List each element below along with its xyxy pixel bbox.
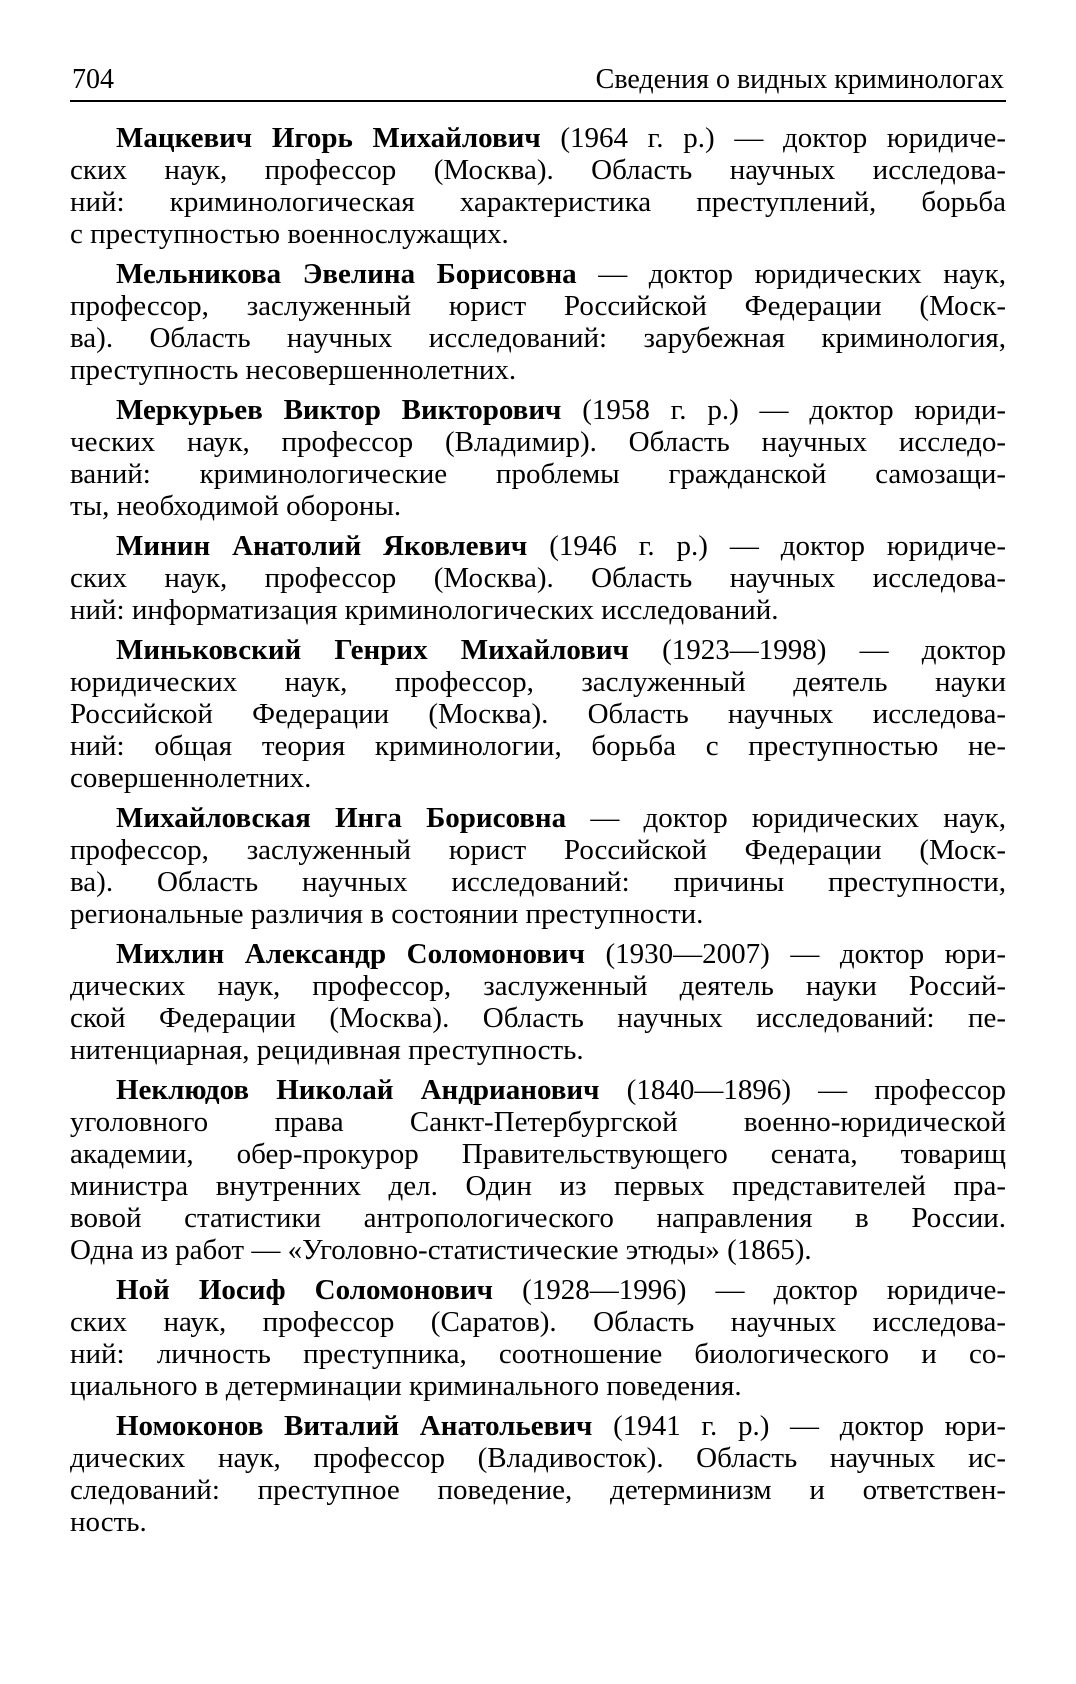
entry-first-line <box>70 258 1006 290</box>
person-name: Мельникова Эвелина Борисовна <box>116 258 577 290</box>
person-name: Михлин Александр Соломонович <box>116 938 585 970</box>
entry-text-line: вовой статистики антропологического направления в России. <box>70 1202 1006 1234</box>
entry-first-line-text: (1928—1996) — доктор юридиче- <box>493 1274 1006 1306</box>
entry-first-line <box>70 938 1006 970</box>
person-name: Мацкевич Игорь Михайлович <box>116 122 541 154</box>
entry-text-line: Одна из работ — «Уголовно-статистические этюды» (1865). <box>70 1234 812 1266</box>
entry-text-line: дических наук, профессор, заслуженный деятель науки Россий- <box>70 970 1006 1002</box>
entry-text-line: ты, необходимой обороны. <box>70 490 402 522</box>
entry-first-line <box>70 530 1006 562</box>
entry-text-line: дических наук, профессор (Владивосток). Область научных ис- <box>70 1442 1006 1474</box>
biography-entry <box>70 258 1006 386</box>
criminologist-entries <box>70 122 1006 1538</box>
biography-entry <box>70 122 1006 250</box>
biography-entry <box>70 938 1006 1066</box>
entry-text-line: ний: личность преступника, соотношение биологического и со- <box>70 1338 1006 1370</box>
entry-text-line: нитенциарная, рецидивная преступность. <box>70 1034 584 1066</box>
entry-text-line: ность. <box>70 1506 147 1538</box>
person-name: Номоконов Виталий Анатольевич <box>116 1410 593 1442</box>
entry-text-line: ний: информатизация криминологических исследований. <box>70 594 779 626</box>
biography-entry <box>70 1410 1006 1538</box>
entry-text-line: академии, обер-прокурор Правительствующего сената, товарищ <box>70 1138 1006 1170</box>
person-name: Меркурьев Виктор Викторович <box>116 394 562 426</box>
entry-text-line: Российской Федерации (Москва). Область научных исследова- <box>70 698 1006 730</box>
entry-first-line-text: (1941 г. р.) — доктор юри- <box>592 1410 1006 1442</box>
entry-text-line: ва). Область научных исследований: зарубежная криминология, <box>70 322 1006 354</box>
entry-text-line: ческих наук, профессор (Владимир). Область научных исследо- <box>70 426 1006 458</box>
entry-text-line: региональные различия в состоянии преступности. <box>70 898 704 930</box>
person-name: Неклюдов Николай Андрианович <box>116 1074 600 1106</box>
entry-text-line: ва). Область научных исследований: причины преступности, <box>70 866 1006 898</box>
entry-first-line-text: (1958 г. р.) — доктор юриди- <box>561 394 1006 426</box>
entry-text-line: ских наук, профессор (Москва). Область научных исследова- <box>70 562 1006 594</box>
entry-text-line: уголовного права Санкт-Петербургской военно-юридической <box>70 1106 1006 1138</box>
page-header <box>70 58 1006 102</box>
entry-first-line <box>70 122 1006 154</box>
entry-text-line: совершеннолетних. <box>70 762 312 794</box>
entry-text-line: профессор, заслуженный юрист Российской Федерации (Моск- <box>70 290 1006 322</box>
entry-first-line-text: (1964 г. р.) — доктор юридиче- <box>540 122 1006 154</box>
entry-first-line <box>70 802 1006 834</box>
page-number: 704 <box>72 64 114 95</box>
entry-first-line <box>70 1274 1006 1306</box>
entry-first-line-text: (1923—1998) — доктор <box>628 634 1006 666</box>
entry-text-line: преступность несовершеннолетних. <box>70 354 517 386</box>
entry-text-line: ских наук, профессор (Саратов). Область научных исследова- <box>70 1306 1006 1338</box>
entry-text-line: следований: преступное поведение, детерминизм и ответствен- <box>70 1474 1006 1506</box>
biography-entry <box>70 530 1006 626</box>
entry-first-line <box>70 634 1006 666</box>
biography-entry <box>70 1074 1006 1266</box>
entry-text-line: ской Федерации (Москва). Область научных исследований: пе- <box>70 1002 1006 1034</box>
entry-text-line: с преступностью военнослужащих. <box>70 218 509 250</box>
entry-text-line: министра внутренних дел. Один из первых представителей пра- <box>70 1170 1006 1202</box>
person-name: Минин Анатолий Яковлевич <box>116 530 528 562</box>
entry-first-line-text: — доктор юридических наук, <box>566 802 1006 834</box>
entry-first-line <box>70 1410 1006 1442</box>
entry-text-line: ских наук, профессор (Москва). Область научных исследова- <box>70 154 1006 186</box>
person-name: Миньковский Генрих Михайлович <box>116 634 629 666</box>
entry-first-line <box>70 394 1006 426</box>
person-name: Михайловская Инга Борисовна <box>116 802 567 834</box>
entry-text-line: циального в детерминации криминального поведения. <box>70 1370 742 1402</box>
entry-first-line-text: (1946 г. р.) — доктор юридиче- <box>527 530 1006 562</box>
entry-first-line-text: (1930—2007) — доктор юри- <box>584 938 1006 970</box>
person-name: Ной Иосиф Соломонович <box>116 1274 494 1306</box>
biography-entry <box>70 802 1006 930</box>
entry-text-line: ний: общая теория криминологии, борьба с преступностью не- <box>70 730 1006 762</box>
entry-text-line: профессор, заслуженный юрист Российской Федерации (Моск- <box>70 834 1006 866</box>
entry-first-line <box>70 1074 1006 1106</box>
biography-entry <box>70 394 1006 522</box>
entry-text-line: ний: криминологическая характеристика преступлений, борьба <box>70 186 1006 218</box>
entry-text-line: юридических наук, профессор, заслуженный деятель науки <box>70 666 1006 698</box>
book-page <box>70 58 1006 1546</box>
entry-first-line-text: — доктор юридических наук, <box>576 258 1006 290</box>
biography-entry <box>70 634 1006 794</box>
biography-entry <box>70 1274 1006 1402</box>
entry-first-line-text: (1840—1896) — профессор <box>599 1074 1006 1106</box>
entry-text-line: ваний: криминологические проблемы гражданской самозащи- <box>70 458 1006 490</box>
running-title: Сведения о видных криминологах <box>595 64 1004 95</box>
